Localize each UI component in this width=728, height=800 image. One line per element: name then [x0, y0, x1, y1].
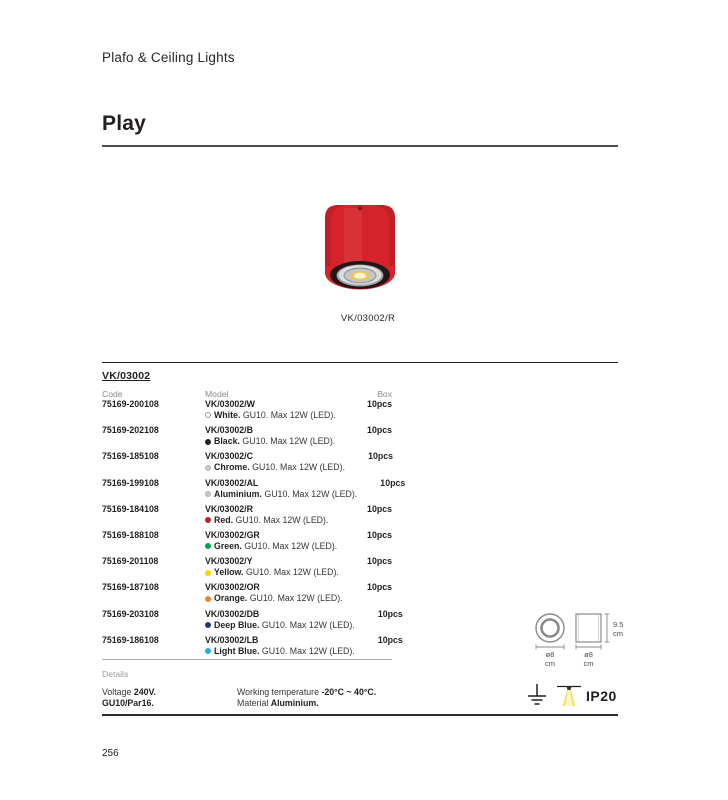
product-photo-red-spotlight [318, 196, 402, 296]
table-top-divider [102, 362, 618, 363]
side-view-body-icon [576, 614, 601, 642]
lamp-spec: GU10. Max 12W (LED). [245, 567, 339, 578]
lamp-spec: GU10. Max 12W (LED). [252, 462, 346, 473]
model-description [205, 620, 355, 631]
top-view-circle-icon [536, 614, 564, 642]
model-description [205, 567, 344, 578]
model-number: VK/03002/B [205, 425, 253, 436]
color-dot-icon [205, 622, 211, 628]
table-row [102, 608, 403, 631]
working-temperature-spec: Working temperature -20°C ~ 40°C. [237, 687, 377, 697]
lamp-spec: GU10. Max 12W (LED). [235, 514, 329, 525]
product-code: 75169-188108 [102, 530, 159, 541]
model-description [205, 436, 344, 447]
color-name: Chrome. [214, 462, 250, 473]
lamp-spec: GU10. Max 12W (LED). [261, 619, 355, 630]
spotlight-beam-icon [557, 687, 581, 707]
svg-text:cm: cm [613, 629, 623, 638]
model-cell [205, 451, 345, 473]
model-cell [205, 530, 344, 552]
model-cell [205, 399, 344, 421]
model-cell [205, 425, 344, 447]
color-dot-icon [205, 439, 211, 445]
model-description [205, 593, 344, 604]
lamp-spec: GU10. Max 12W (LED). [242, 436, 336, 447]
box-quantity: 10pcs [380, 477, 406, 488]
model-number: VK/03002/C [205, 451, 253, 462]
color-name: White. [214, 409, 241, 420]
spec-icons [524, 682, 586, 710]
product-code: 75169-201108 [102, 556, 159, 567]
color-dot-icon [205, 412, 211, 418]
page-number: 256 [102, 748, 119, 759]
svg-text:ø8: ø8 [545, 650, 555, 659]
table-row [102, 556, 392, 578]
model-number: VK/03002/LB [205, 634, 259, 645]
model-number: VK/03002/AL [205, 477, 259, 488]
table-row [102, 634, 403, 657]
color-name: Deep Blue. [214, 619, 260, 630]
table-row [102, 425, 392, 447]
category-heading: Plafo & Ceiling Lights [102, 50, 235, 65]
footer-divider [102, 714, 618, 716]
table-row [102, 504, 392, 526]
product-code: 75169-184108 [102, 503, 159, 514]
model-number: VK/03002/DB [205, 608, 260, 619]
model-description [205, 646, 355, 657]
table-row [102, 582, 392, 604]
table-row [102, 399, 392, 421]
box-quantity: 10pcs [368, 451, 394, 462]
table-row [102, 477, 406, 500]
color-dot-icon [205, 596, 211, 602]
svg-text:cm: cm [583, 659, 594, 668]
table-row [102, 530, 392, 552]
top-screw [358, 207, 362, 211]
color-name: Yellow. [214, 567, 244, 578]
lamp-spec: GU10. Max 12W (LED). [244, 540, 338, 551]
model-number: VK/03002/R [205, 503, 253, 514]
model-cell [205, 478, 357, 500]
color-dot-icon [205, 543, 211, 549]
box-quantity: 10pcs [377, 634, 403, 645]
circle-dimension-line [536, 645, 564, 650]
color-name: Green. [214, 540, 242, 551]
svg-text:cm: cm [545, 659, 555, 668]
dimension-diagrams [528, 604, 638, 672]
product-code: 75169-186108 [102, 634, 159, 645]
product-photo-caption: VK/03002/R [340, 313, 396, 324]
model-number: VK/03002/Y [205, 556, 253, 567]
product-code: 75169-185108 [102, 451, 159, 462]
voltage-spec: Voltage 240V. [102, 687, 156, 697]
model-cell [205, 556, 344, 578]
color-dot-icon [205, 570, 211, 576]
page-title: Play [102, 112, 146, 135]
product-code: 75169-203108 [102, 608, 159, 619]
svg-text:ø8: ø8 [584, 650, 593, 659]
group-code-heading: VK/03002 [102, 370, 151, 382]
width-dimension-line [576, 645, 601, 650]
earth-ground-icon [528, 684, 546, 704]
box-quantity: 10pcs [367, 399, 392, 409]
model-description [205, 515, 344, 526]
color-dot-icon [205, 465, 211, 471]
lamp-spec: GU10. Max 12W (LED). [261, 645, 355, 656]
color-name: Black. [214, 436, 240, 447]
svg-text:9.5: 9.5 [613, 620, 624, 629]
lamp-spec: GU10. Max 12W (LED). [249, 593, 343, 604]
table-row [102, 451, 392, 473]
product-code: 75169-199108 [102, 477, 159, 488]
box-quantity: 10pcs [367, 530, 392, 541]
model-number: VK/03002/OR [205, 582, 260, 593]
model-description [205, 410, 344, 421]
title-divider [102, 145, 618, 147]
header-model: Model [205, 389, 229, 399]
model-description [205, 541, 344, 552]
box-quantity: 10pcs [367, 556, 392, 567]
model-cell [205, 504, 344, 526]
header-code: Code [102, 389, 123, 399]
model-cell [205, 609, 355, 631]
details-heading: Details [102, 669, 129, 679]
table-header-row [102, 389, 392, 399]
lamp-spec: GU10. Max 12W (LED). [242, 409, 336, 420]
model-cell [205, 582, 344, 604]
product-code: 75169-200108 [102, 399, 159, 409]
material-spec: Material Aluminium. [237, 698, 319, 708]
model-description [205, 462, 345, 473]
color-dot-icon [205, 517, 211, 523]
model-cell [205, 635, 355, 657]
color-name: Aluminium. [214, 488, 262, 499]
product-code: 75169-187108 [102, 582, 159, 593]
color-name: Light Blue. [214, 645, 260, 656]
product-code: 75169-202108 [102, 425, 159, 436]
model-description [205, 489, 357, 500]
lamp-spec: GU10. Max 12W (LED). [264, 488, 358, 499]
box-quantity: 10pcs [367, 503, 392, 514]
height-dimension-line [605, 614, 610, 642]
table-bottom-divider [102, 659, 392, 660]
lamp-socket-spec: GU10/Par16. [102, 698, 154, 708]
model-number: VK/03002/GR [205, 530, 260, 541]
color-name: Red. [214, 514, 234, 525]
color-dot-icon [205, 648, 211, 654]
model-number: VK/03002/W [205, 399, 255, 409]
box-quantity: 10pcs [367, 425, 392, 436]
box-quantity: 10pcs [377, 608, 403, 619]
box-quantity: 10pcs [367, 582, 392, 593]
header-box: Box [377, 389, 392, 399]
ip-rating-label: IP20 [586, 688, 617, 704]
color-name: Orange. [214, 593, 248, 604]
color-dot-icon [205, 491, 211, 497]
table-body [102, 399, 406, 661]
